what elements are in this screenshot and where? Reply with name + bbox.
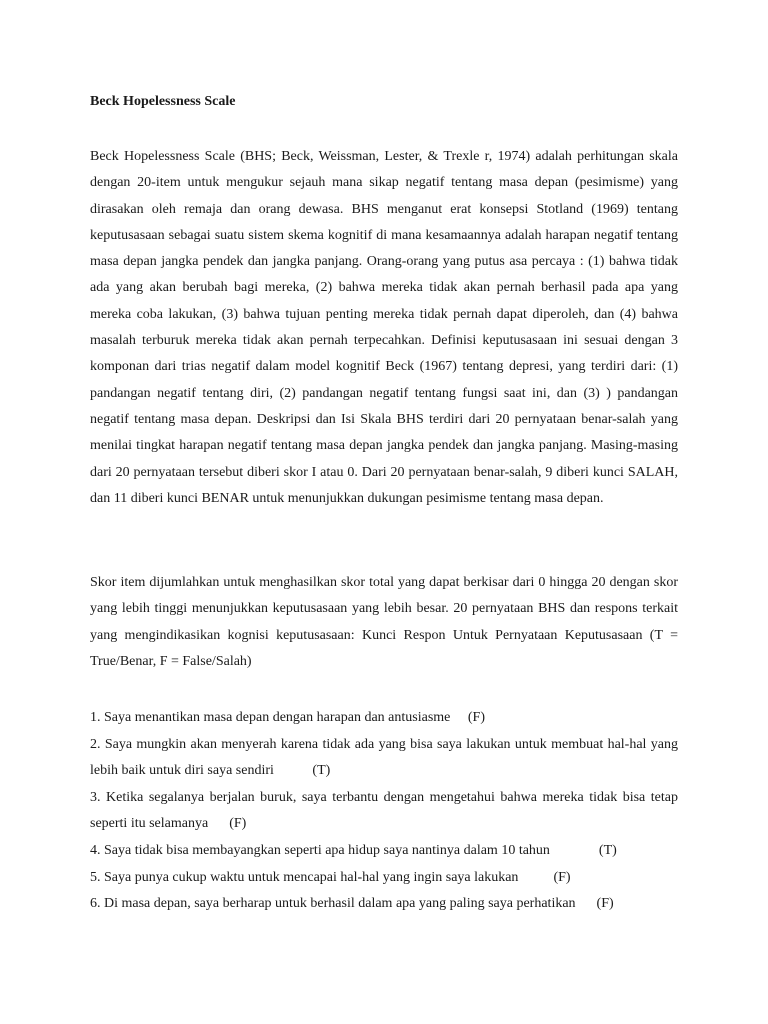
statement-text: 5. Saya punya cukup waktu untuk mencapai hal-hal yang ingin saya lakukan	[90, 869, 519, 885]
paragraph-intro: Beck Hopelessness Scale (BHS; Beck, Weissman, Lester, & Trexle r, 1974) adalah perhitungan skala dengan 20-item untuk mengukur sejauh mana sikap negatif tentang masa depan (pesimisme) yang dirasakan oleh remaja dan orang dewasa. BHS menganut erat konsepsi Stotland (1969) tentang keputusasaan sebagai suatu sistem skema kognitif di mana kesamaannya adalah harapan negatif tentang masa depan jangka pendek dan jangka panjang. Orang-orang yang putus asa percaya : (1) bahwa tidak ada yang akan berubah bagi mereka, (2) bahwa mereka tidak akan pernah berhasil pada apa yang mereka coba lakukan, (3) bahwa tujuan penting mereka tidak pernah dapat diperoleh, dan (4) bahwa masalah terburuk mereka tidak akan pernah terpecahkan. Definisi keputusasaan ini sesuai dengan 3 komponan dari trias negatif dalam model kognitif Beck (1967) tentang depresi, yang terdiri dari: (1) pandangan negatif tentang diri, (2) pandangan negatif tentang fungsi saat ini, dan (3) ) pandangan negatif tentang masa depan. Deskripsi dan Isi Skala BHS terdiri dari 20 pernyataan benar-salah yang menilai tingkat harapan negatif tentang masa depan jangka pendek dan jangka panjang. Masing-masing dari 20 pernyataan tersebut diberi skor I atau 0. Dari 20 pernyataan benar-salah, 9 diberi kunci SALAH, dan 11 diberi kunci BENAR untuk menunjukkan dukungan pesimisme tentang masa depan.	[90, 149, 678, 506]
answer-key: (F)	[229, 816, 247, 832]
list-item	[90, 705, 678, 732]
list-item	[90, 891, 678, 918]
statement-text: 2. Saya mungkin akan menyerah karena tidak ada yang bisa saya lakukan untuk membuat hal-hal yang lebih baik untuk diri saya sendiri	[90, 736, 678, 779]
list-item	[90, 732, 678, 785]
paragraph-scoring: Skor item dijumlahkan untuk menghasilkan skor total yang dapat berkisar dari 0 hingga 20 dengan skor yang lebih tinggi menunjukkan keputusasaan yang lebih besar. 20 pernyataan BHS dan respons terkait yang mengindikasikan kognisi keputusasaan: Kunci Respon Untuk Pernyataan Keputusasaan (T = True/Benar, F = False/Salah)	[90, 575, 678, 669]
document-title: Beck Hopelessness Scale	[90, 94, 236, 109]
answer-key: (F)	[553, 869, 571, 885]
answer-key: (T)	[312, 763, 331, 779]
statement-text: 4. Saya tidak bisa membayangkan seperti apa hidup saya nantinya dalam 10 tahun	[90, 842, 550, 858]
list-item	[90, 838, 678, 865]
list-item	[90, 865, 678, 892]
answer-key: (T)	[598, 842, 617, 858]
answer-key: (F)	[467, 710, 485, 725]
statement-list	[90, 705, 678, 918]
list-item	[90, 785, 678, 838]
answer-key: (F)	[596, 896, 614, 912]
statement-text: 1. Saya menantikan masa depan dengan harapan dan antusiasme	[90, 710, 451, 725]
statement-text: 3. Ketika segalanya berjalan buruk, saya terbantu dengan mengetahui bahwa mereka tidak bisa tetap seperti itu selamanya	[90, 789, 678, 832]
statement-text: 6. Di masa depan, saya berharap untuk berhasil dalam apa yang paling saya perhatikan	[90, 896, 576, 912]
